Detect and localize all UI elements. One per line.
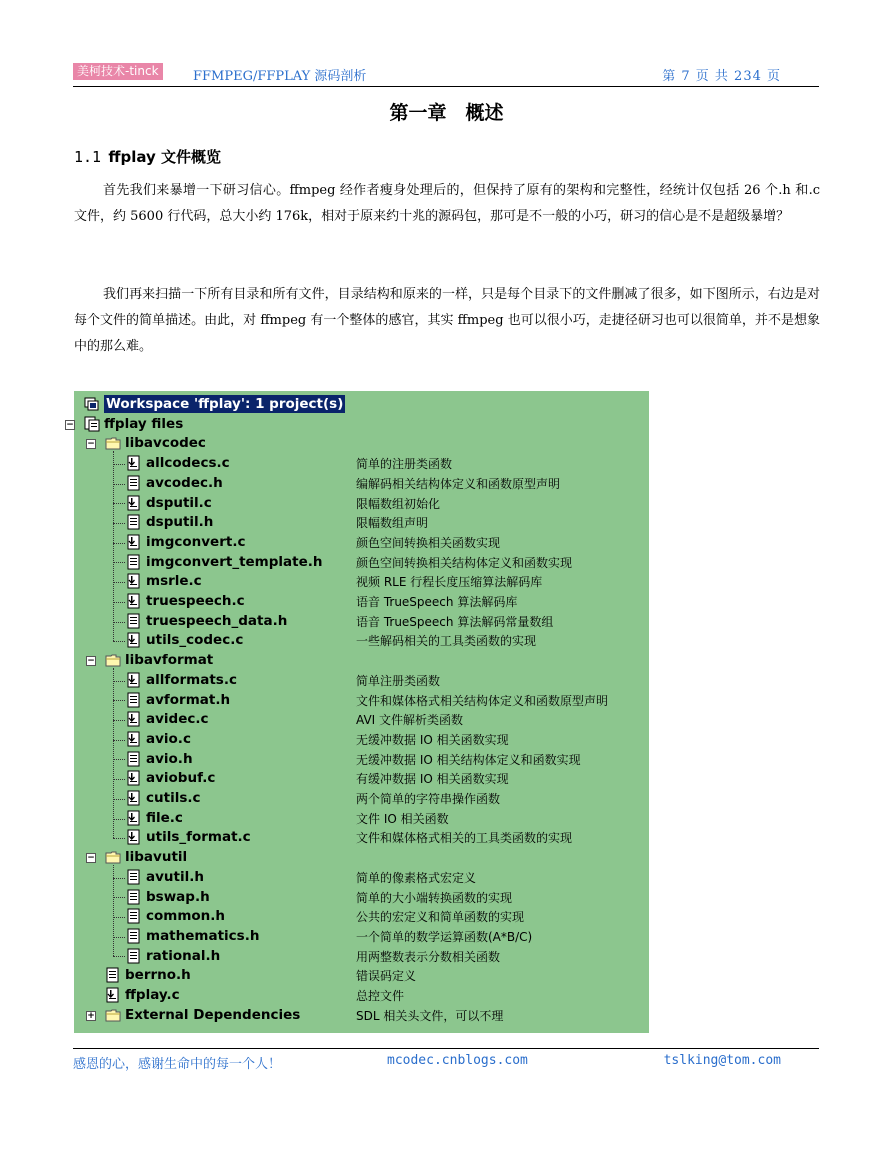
tree-item-label: avio.h [146, 750, 193, 767]
tree-item-workspace[interactable] [74, 395, 649, 415]
file-description: 简单注册类函数 [356, 673, 441, 688]
tree-item-project[interactable] [66, 415, 649, 435]
file-description: 错误码定义 [356, 969, 417, 984]
tree-item-folder[interactable] [74, 848, 649, 868]
tree-item-label: mathematics.h [146, 927, 260, 944]
tree-connector [113, 503, 125, 504]
tree-item-file[interactable] [74, 671, 649, 691]
file-description: 一些解码相关的工具类函数的实现 [356, 634, 537, 649]
file-description: 无缓冲数据 IO 相关函数实现 [356, 732, 509, 747]
file-description: 限幅数组初始化 [356, 496, 441, 511]
tree-item-file[interactable] [74, 474, 649, 494]
file-description: 无缓冲数据 IO 相关结构体定义和函数实现 [356, 752, 581, 767]
h-file-icon [126, 475, 142, 491]
tree-item-label: libavformat [125, 652, 214, 669]
author-badge: 美柯技术-tinck [73, 63, 163, 80]
file-description: 颜色空间转换相关函数实现 [356, 535, 501, 550]
tree-item-label: libavcodec [125, 435, 206, 452]
tree-item-file[interactable] [74, 612, 649, 632]
tree-item-file[interactable] [74, 730, 649, 750]
file-description: 用两整数表示分数相关函数 [356, 949, 501, 964]
tree-item-file[interactable] [74, 809, 649, 829]
h-file-icon [126, 692, 142, 708]
tree-connector [113, 700, 125, 701]
c-file-icon [126, 573, 142, 589]
collapse-toggle-icon[interactable]: − [87, 439, 95, 450]
file-description: 两个简单的字符串操作函数 [356, 792, 501, 806]
footer-website: mcodec.cnblogs.com [387, 1053, 528, 1068]
c-file-icon [126, 829, 142, 845]
page-number: 第 7 页 共 234 页 [662, 69, 781, 84]
tree-connector [113, 937, 125, 938]
file-description: 简单的像素格式宏定义 [356, 870, 477, 885]
tree-item-label: rational.h [146, 947, 221, 964]
workspace-icon [84, 396, 100, 412]
tree-item-external-dependencies[interactable] [74, 1006, 649, 1026]
tree-item-file[interactable] [74, 592, 649, 612]
tree-item-label: External Dependencies [125, 1006, 301, 1023]
project-icon [84, 416, 100, 432]
tree-item-label: truespeech.c [146, 593, 245, 609]
section-title: ffplay 文件概览 [108, 148, 222, 166]
tree-connector [113, 562, 125, 563]
workspace-file-tree [66, 391, 649, 1033]
file-description: 文件和媒体格式相关结构体定义和函数原型声明 [356, 693, 609, 708]
page-header [73, 62, 819, 87]
tree-item-label: bswap.h [146, 888, 210, 905]
tree-item-file[interactable] [74, 868, 649, 888]
tree-item-file[interactable] [74, 513, 649, 533]
tree-connector [113, 451, 114, 641]
c-file-icon [126, 790, 142, 806]
tree-item-label: imgconvert.c [146, 533, 246, 550]
tree-connector [113, 779, 125, 780]
footer-motto: 感恩的心，感谢生命中的每一个人！ [73, 1057, 282, 1072]
file-description: SDL 相关头文件，可以不理 [356, 1008, 504, 1023]
c-file-icon [126, 455, 142, 471]
tree-item-label: utils_codec.c [146, 632, 244, 649]
tree-item-label: dsputil.c [146, 494, 212, 511]
tree-item-file[interactable] [74, 572, 649, 592]
file-description: AVI 文件解析类函数 [356, 713, 464, 728]
tree-item-file[interactable] [74, 769, 649, 789]
h-file-icon [126, 751, 142, 767]
tree-connector [113, 523, 125, 524]
tree-item-file[interactable] [74, 631, 649, 651]
h-file-icon [126, 928, 142, 944]
tree-item-file[interactable] [74, 533, 649, 553]
tree-item-file[interactable] [74, 553, 649, 573]
tree-item-file[interactable] [74, 710, 649, 730]
tree-connector [113, 622, 125, 623]
tree-connector [113, 878, 125, 879]
tree-item-label: imgconvert_template.h [146, 553, 323, 570]
h-file-icon [126, 948, 142, 964]
tree-connector [113, 582, 125, 583]
c-file-icon [126, 770, 142, 786]
footer-email: tslking@tom.com [663, 1053, 781, 1068]
file-description: 一个简单的数学运算函数(A*B/C) [356, 929, 533, 944]
tree-item-label: ffplay files [104, 415, 184, 432]
file-description: 总控文件 [356, 989, 405, 1003]
c-file-icon [126, 593, 142, 609]
file-description: 简单的注册类函数 [356, 457, 453, 472]
section-number: 1.1 [74, 148, 102, 166]
paragraph: 我们再来扫描一下所有目录和所有文件，目录结构和原来的一样，只是每个目录下的文件删减了很多，如下图所示，右边是对每个文件的简单描述。由此，对 ffmpeg 有一个整体的感官，其实 ffmpeg 也可以很小巧，走捷径研习也可以很简单，并不是想象中的那么难。 [74, 287, 820, 354]
tree-item-label: dsputil.h [146, 514, 214, 531]
h-file-icon [126, 889, 142, 905]
file-description: 编解码相关结构体定义和函数原型声明 [356, 476, 561, 491]
tree-item-file[interactable] [74, 986, 649, 1006]
file-description: 语音 TrueSpeech 算法解码库 [356, 595, 518, 609]
tree-item-label: allcodecs.c [146, 455, 230, 472]
tree-connector [113, 681, 125, 682]
h-file-icon [126, 613, 142, 629]
c-file-icon [126, 632, 142, 648]
file-description: 语音 TrueSpeech 算法解码常量数组 [356, 614, 554, 629]
tree-item-file[interactable] [74, 454, 649, 474]
tree-item-label: msrle.c [146, 573, 202, 590]
tree-connector [113, 838, 125, 839]
paragraph: 首先我们来暴增一下研习信心。ffmpeg 经作者瘦身处理后的，但保持了原有的架构和完整性，经统计仅包括 26 个.h 和.c 文件，约 5600 行代码，总大小约 176k，相对于原来约十兆的源码包，那可是不一般的小巧，研习的信心是不是超级暴增？ [74, 183, 820, 224]
tree-item-folder[interactable] [74, 434, 649, 454]
tree-connector [113, 759, 125, 760]
collapse-toggle-icon[interactable]: − [87, 656, 95, 667]
tree-item-file[interactable] [74, 927, 649, 947]
tree-connector [113, 799, 125, 800]
tree-connector [113, 720, 125, 721]
section-heading [74, 146, 221, 167]
tree-item-label: common.h [146, 908, 226, 925]
tree-connector [113, 464, 125, 465]
h-file-icon [126, 908, 142, 924]
tree-item-label: truespeech_data.h [146, 612, 288, 629]
tree-connector [113, 956, 125, 957]
tree-connector [113, 740, 125, 741]
folder-icon [105, 1007, 121, 1023]
c-file-icon [126, 534, 142, 550]
h-file-icon [126, 554, 142, 570]
page-footer [73, 1048, 819, 1079]
tree-item-label: berrno.h [125, 967, 191, 984]
folder-icon [105, 652, 121, 668]
document-title: FFMPEG/FFPLAY 源码剖析 [193, 69, 367, 84]
file-description: 有缓冲数据 IO 相关函数实现 [356, 772, 509, 787]
tree-connector [113, 602, 125, 603]
folder-icon [105, 849, 121, 865]
expand-toggle-icon[interactable]: + [87, 1010, 95, 1021]
c-file-icon [126, 495, 142, 511]
c-file-icon [126, 672, 142, 688]
tree-item-folder[interactable] [74, 651, 649, 671]
tree-connector [113, 819, 125, 820]
tree-connector [113, 484, 125, 485]
tree-item-label: allformats.c [146, 671, 237, 688]
tree-item-label: aviobuf.c [146, 770, 216, 787]
tree-item-label: avformat.h [146, 691, 231, 708]
tree-item-file[interactable] [74, 907, 649, 927]
c-file-icon [126, 731, 142, 747]
folder-icon [105, 435, 121, 451]
tree-item-label: file.c [146, 809, 183, 826]
file-description: 文件和媒体格式相关的工具类函数的实现 [356, 831, 573, 846]
file-description: 限幅数组声明 [356, 516, 429, 531]
c-file-icon [126, 810, 142, 826]
file-description: 公共的宏定义和简单函数的实现 [356, 910, 525, 925]
tree-connector [113, 865, 114, 956]
file-description: 文件 IO 相关函数 [356, 811, 449, 826]
file-description: 颜色空间转换相关结构体定义和函数实现 [356, 555, 573, 570]
tree-item-file[interactable] [74, 947, 649, 967]
tree-connector [113, 543, 125, 544]
tree-item-label: Workspace 'ffplay': 1 project(s) [106, 396, 344, 412]
tree-item-label: avidec.c [146, 711, 209, 728]
tree-item-label: ffplay.c [125, 987, 180, 1003]
tree-item-label: libavutil [125, 849, 188, 866]
tree-item-file[interactable] [74, 750, 649, 770]
tree-item-file[interactable] [74, 691, 649, 711]
tree-item-file[interactable] [74, 888, 649, 908]
chapter-title: 第一章 概述 [389, 102, 504, 124]
file-description: 简单的大小端转换函数的实现 [356, 890, 513, 905]
tree-item-file[interactable] [74, 494, 649, 514]
c-file-icon [105, 987, 121, 1003]
collapse-toggle-icon[interactable]: − [66, 419, 74, 430]
tree-connector [113, 668, 114, 838]
collapse-toggle-icon[interactable]: − [87, 853, 95, 864]
tree-item-label: utils_format.c [146, 829, 251, 846]
tree-item-label: avutil.h [146, 868, 204, 885]
tree-item-label: cutils.c [146, 790, 201, 806]
tree-item-label: avcodec.h [146, 474, 223, 491]
h-file-icon [105, 967, 121, 983]
tree-item-file[interactable] [74, 966, 649, 986]
tree-item-file[interactable] [74, 828, 649, 848]
file-description: 视频 RLE 行程长度压缩算法解码库 [356, 575, 543, 590]
tree-connector [113, 897, 125, 898]
tree-connector [113, 641, 125, 642]
tree-item-file[interactable] [74, 789, 649, 809]
h-file-icon [126, 514, 142, 530]
c-file-icon [126, 711, 142, 727]
h-file-icon [126, 869, 142, 885]
tree-item-label: avio.c [146, 730, 191, 747]
tree-connector [113, 917, 125, 918]
